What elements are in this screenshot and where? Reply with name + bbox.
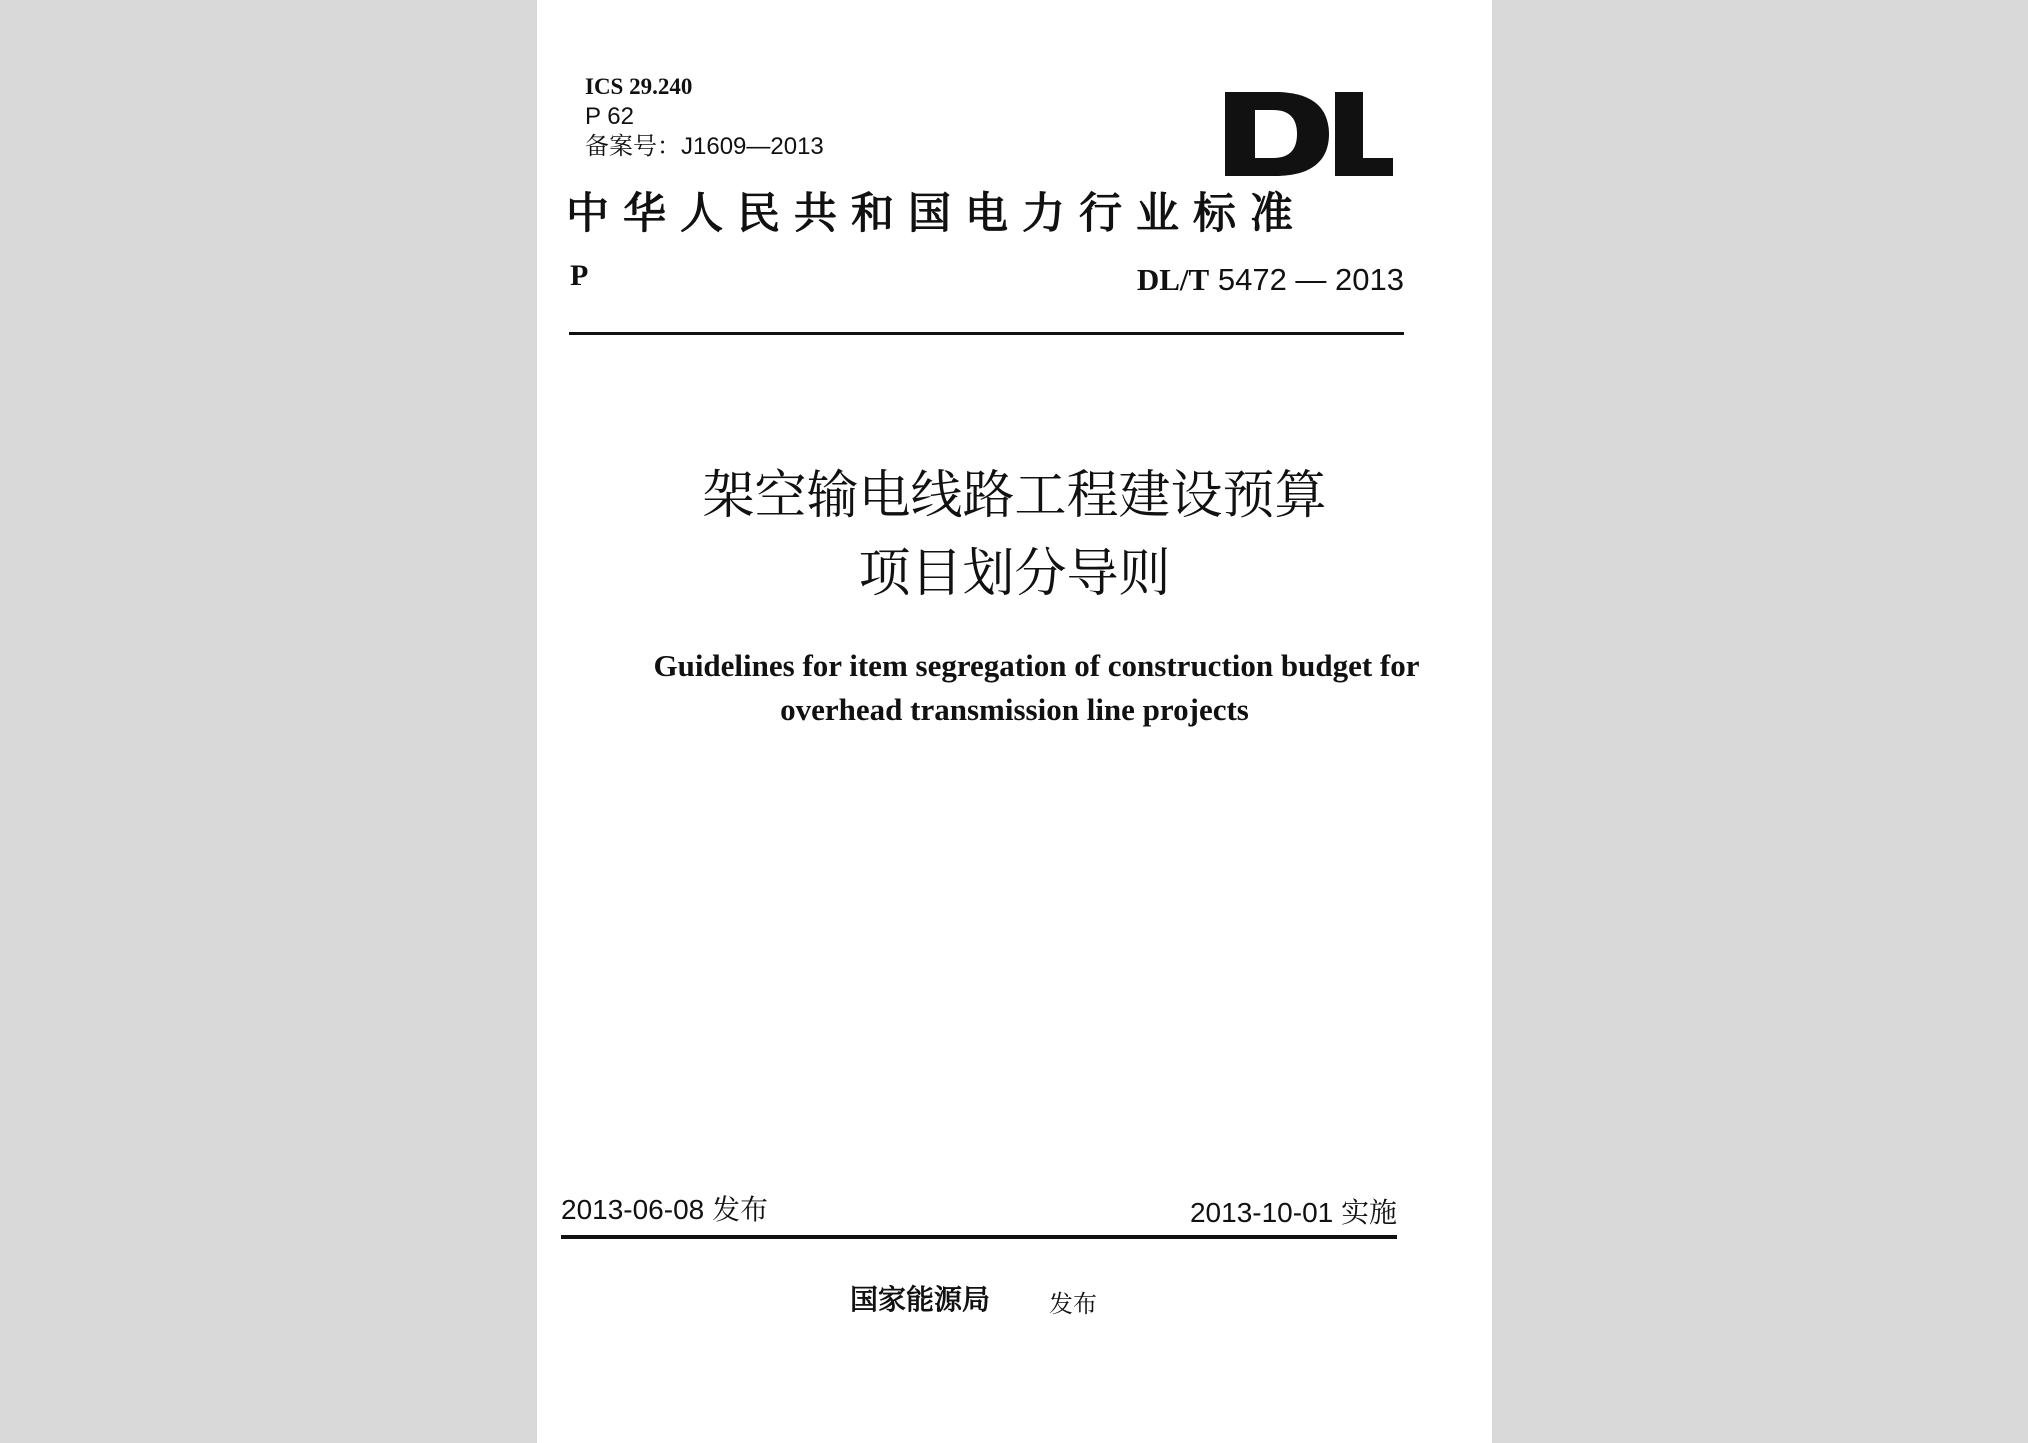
metadata-block bbox=[585, 72, 824, 162]
footer-divider bbox=[561, 1235, 1397, 1239]
publish-verb: 发布 bbox=[1049, 1290, 1097, 1318]
dl-logo-letter-d bbox=[1225, 92, 1329, 176]
classification-code: P bbox=[570, 259, 589, 292]
dl-logo bbox=[1225, 92, 1393, 176]
issue-date: 2013-06-08 发布 bbox=[561, 1194, 769, 1225]
standard-number-prefix: DL/T bbox=[1136, 262, 1210, 297]
title-cn-line1: 架空输电线路工程建设预算 bbox=[702, 466, 1327, 526]
document-page bbox=[537, 0, 1492, 1443]
dl-logo-letter-l bbox=[1335, 92, 1393, 176]
header-divider bbox=[569, 332, 1404, 335]
title-en-line2: overhead transmission line projects bbox=[780, 692, 1249, 727]
title-en-line1: Guidelines for item segregation of construction budget for bbox=[653, 648, 1420, 683]
standard-name: 中华人民共和国电力行业标准 bbox=[566, 189, 1307, 239]
title-cn-line2: 项目划分导则 bbox=[858, 544, 1171, 604]
standard-number bbox=[1137, 262, 1404, 298]
implementation-date: 2013-10-01 实施 bbox=[1189, 1197, 1397, 1228]
standard-number-value: 5472 — 2013 bbox=[1217, 262, 1404, 297]
classification-code-small: P 62 bbox=[585, 103, 634, 130]
filing-number: 备案号：J1609—2013 bbox=[585, 133, 824, 160]
ics-code: ICS 29.240 bbox=[585, 74, 693, 99]
publisher: 国家能源局 bbox=[850, 1283, 991, 1316]
